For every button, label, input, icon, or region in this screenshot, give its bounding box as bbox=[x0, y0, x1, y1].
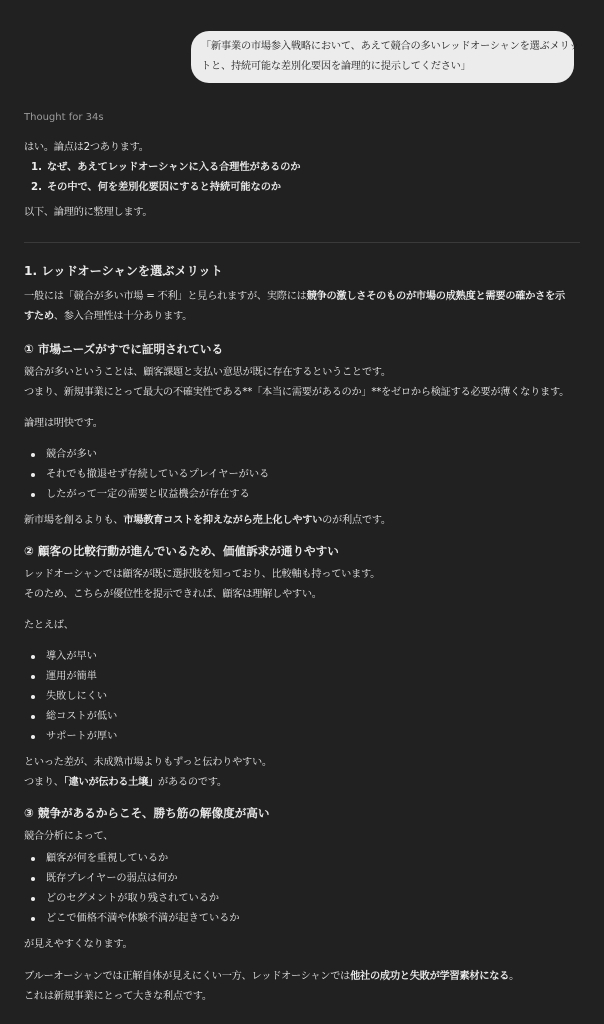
bullet-item: どのセグメントが取り残されているか bbox=[24, 889, 580, 909]
assistant-response bbox=[24, 108, 580, 1007]
bullet-item: 運用が簡単 bbox=[24, 667, 580, 687]
paragraph-line: すため、参入合理性は十分あります。 bbox=[24, 311, 193, 322]
bullet-dot bbox=[31, 675, 35, 679]
bullet-dot bbox=[31, 735, 35, 739]
intro-outro: 以下、論理的に整理します。 bbox=[24, 207, 153, 218]
thought-duration-toggle[interactable]: Thought for 34s bbox=[24, 112, 104, 123]
bullet-item: サポートが厚い bbox=[24, 727, 580, 747]
list-text: なぜ、あえてレッドオーシャンに入る合理性があるのか bbox=[47, 162, 301, 173]
bullet-dot bbox=[31, 493, 35, 497]
paragraph-line: これは新規事業にとって大きな利点です。 bbox=[24, 991, 212, 1002]
paragraph-line: レッドオーシャンでは顧客が既に選択肢を知っており、比較軸も持っています。 bbox=[24, 569, 381, 580]
bullet-dot bbox=[31, 715, 35, 719]
bullet-item: どこで価格不満や体験不満が起きているか bbox=[24, 909, 580, 929]
paragraph-line: 論理は明快です。 bbox=[24, 418, 103, 429]
paragraph-line: ブルーオーシャンでは正解自体が見えにくい一方、レッドオーシャンでは他社の成功と失敗が学習素材になる。 bbox=[24, 971, 520, 982]
user-message-line: 「新事業の市場参入戦略において、あえて競合の多いレッドオーシャンを選ぶメリッ bbox=[201, 41, 580, 52]
paragraph-line: 一般には「競合が多い市場 = 不利」と見られますが、実際には競争の激しさそのものが市場の成熟度と需要の確かさを示 bbox=[24, 291, 565, 302]
bullet-item: 顧客が何を重視しているか bbox=[24, 849, 580, 869]
bullet-item: 失敗しにくい bbox=[24, 687, 580, 707]
section-heading: 1. レッドオーシャンを選ぶメリット bbox=[24, 264, 223, 278]
paragraph-line: 競合が多いということは、顧客課題と支払い意思が既に存在するということです。 bbox=[24, 367, 391, 378]
paragraph-line: といった差が、未成熟市場よりもずっと伝わりやすい。 bbox=[24, 757, 272, 768]
list-item bbox=[24, 158, 580, 178]
list-number: 2. bbox=[31, 182, 42, 193]
paragraph-line: 競合分析によって、 bbox=[24, 831, 114, 842]
paragraph-line: 新市場を創るよりも、市場教育コストを抑えながら売上化しやすいのが利点です。 bbox=[24, 515, 391, 526]
bullet-item: 導入が早い bbox=[24, 647, 580, 667]
bullet-item: 既存プレイヤーの弱点は何か bbox=[24, 869, 580, 889]
bullet-dot bbox=[31, 897, 35, 901]
intro-line: はい。論点は2つあります。 bbox=[24, 142, 149, 153]
paragraph-line: そのため、こちらが優位性を提示できれば、顧客は理解しやすい。 bbox=[24, 589, 322, 600]
user-message-line: トと、持続可能な差別化要因を論理的に提示してください」 bbox=[201, 61, 471, 72]
list-number: 1. bbox=[31, 162, 42, 173]
bullet-dot bbox=[31, 877, 35, 881]
bullet-item: 競合が多い bbox=[24, 445, 580, 465]
bullet-item: それでも撤退せず存続しているプレイヤーがいる bbox=[24, 465, 580, 485]
paragraph-line: つまり、新規事業にとって最大の不確実性である**「本当に需要があるのか」**をゼロから検証する必要が薄くなります。 bbox=[24, 387, 570, 398]
subsection-heading: ③ 競争があるからこそ、勝ち筋の解像度が高い bbox=[24, 806, 270, 820]
paragraph-line: つまり、「違いが伝わる土壌」があるのです。 bbox=[24, 777, 227, 788]
subsection-heading: ① 市場ニーズがすでに証明されている bbox=[24, 342, 224, 356]
list-text: その中で、何を差別化要因にすると持続可能なのか bbox=[47, 182, 282, 193]
subsection-heading: ② 顧客の比較行動が進んでいるため、価値訴求が通りやすい bbox=[24, 544, 339, 558]
bullet-dot bbox=[31, 473, 35, 477]
user-message-bubble bbox=[191, 31, 580, 83]
bullet-dot bbox=[31, 917, 35, 921]
paragraph-line: たとえば、 bbox=[24, 620, 74, 631]
bullet-dot bbox=[31, 695, 35, 699]
bullet-dot bbox=[31, 453, 35, 457]
bullet-dot bbox=[31, 857, 35, 861]
bullet-item: したがって一定の需要と収益機会が存在する bbox=[24, 485, 580, 505]
bullet-dot bbox=[31, 655, 35, 659]
paragraph-line: が見えやすくなります。 bbox=[24, 939, 133, 950]
bullet-item: 総コストが低い bbox=[24, 707, 580, 727]
list-item bbox=[24, 178, 580, 198]
